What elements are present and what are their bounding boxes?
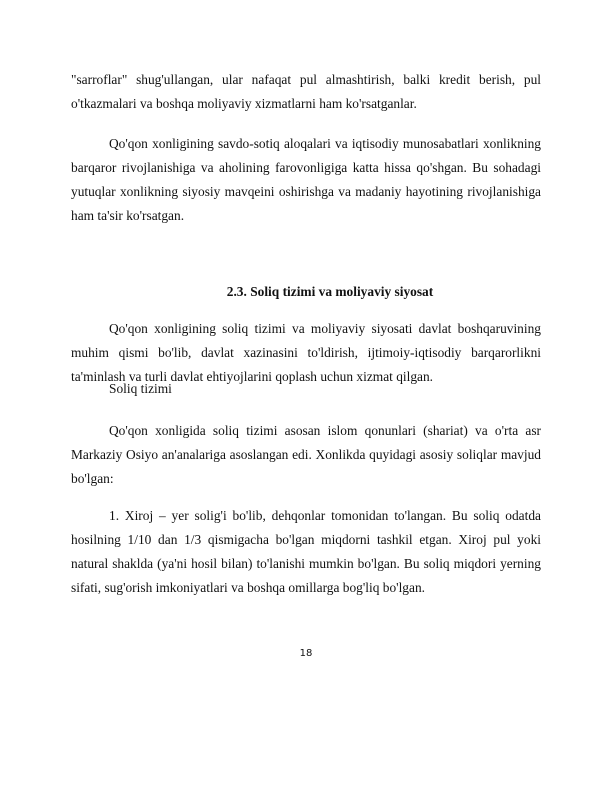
paragraph-continued: "sarroflar" shug'ullangan, ular nafaqat pul almashtirish, balki kredit berish, pul o'tkazmalari va boshqa moliyaviy xizmatlarni ham ko'rsatganlar. — [71, 72, 541, 111]
paragraph-trade-relations: Qo'qon xonligining savdo-sotiq aloqalari va iqtisodiy munosabatlari xonlikning barqaror rivojlanishiga va aholining farovonligiga katta hissa qo'shgan. Bu sohadagi yutuqlar xonlikning siyosiy mavqeini oshirishga va madaniy hayotining rivojlanishiga ham ta'sir ko'rsatgan. — [71, 136, 541, 223]
section-heading-text: 2.3. Soliq tizimi va moliyaviy siyosat — [226, 284, 434, 299]
paragraph-xiroj: 1. Xiroj – yer solig'i bo'lib, dehqonlar tomonidan to'langan. Bu soliq odatda hosilning 1/10 dan 1/3 qismigacha bo'lgan miqdorni tashkil etgan. Xiroj pul yoki natural shaklda (ya'ni hosil bilan) to'lanishi mumkin bo'lgan. Bu soliq miqdori yerning sifati, sug'orish imkoniyatlari va boshqa omillarga bog'liq bo'lgan. — [71, 508, 541, 595]
paragraph-tax-system-intro: Qo'qon xonligining soliq tizimi va moliyaviy siyosati davlat boshqaruvining muhim qismi bo'lib, davlat xazinasini to'ldirish, ijtimoiy-iqtisodiy barqarorlikni ta'minlash va turli davlat ehtiyojlarini qoplash uchun xizmat qilgan. — [71, 321, 541, 384]
page-number: 18 — [299, 648, 313, 659]
subheading: Soliq tizimi — [109, 381, 172, 396]
paragraph-tax-basis: Qo'qon xonligida soliq tizimi asosan islom qonunlari (shariat) va o'rta asr Markaziy Osiyo an'analariga asoslangan edi. Xonlikda quyidagi asosiy soliqlar mavjud bo'lgan: — [71, 423, 541, 486]
section-heading — [71, 280, 541, 304]
